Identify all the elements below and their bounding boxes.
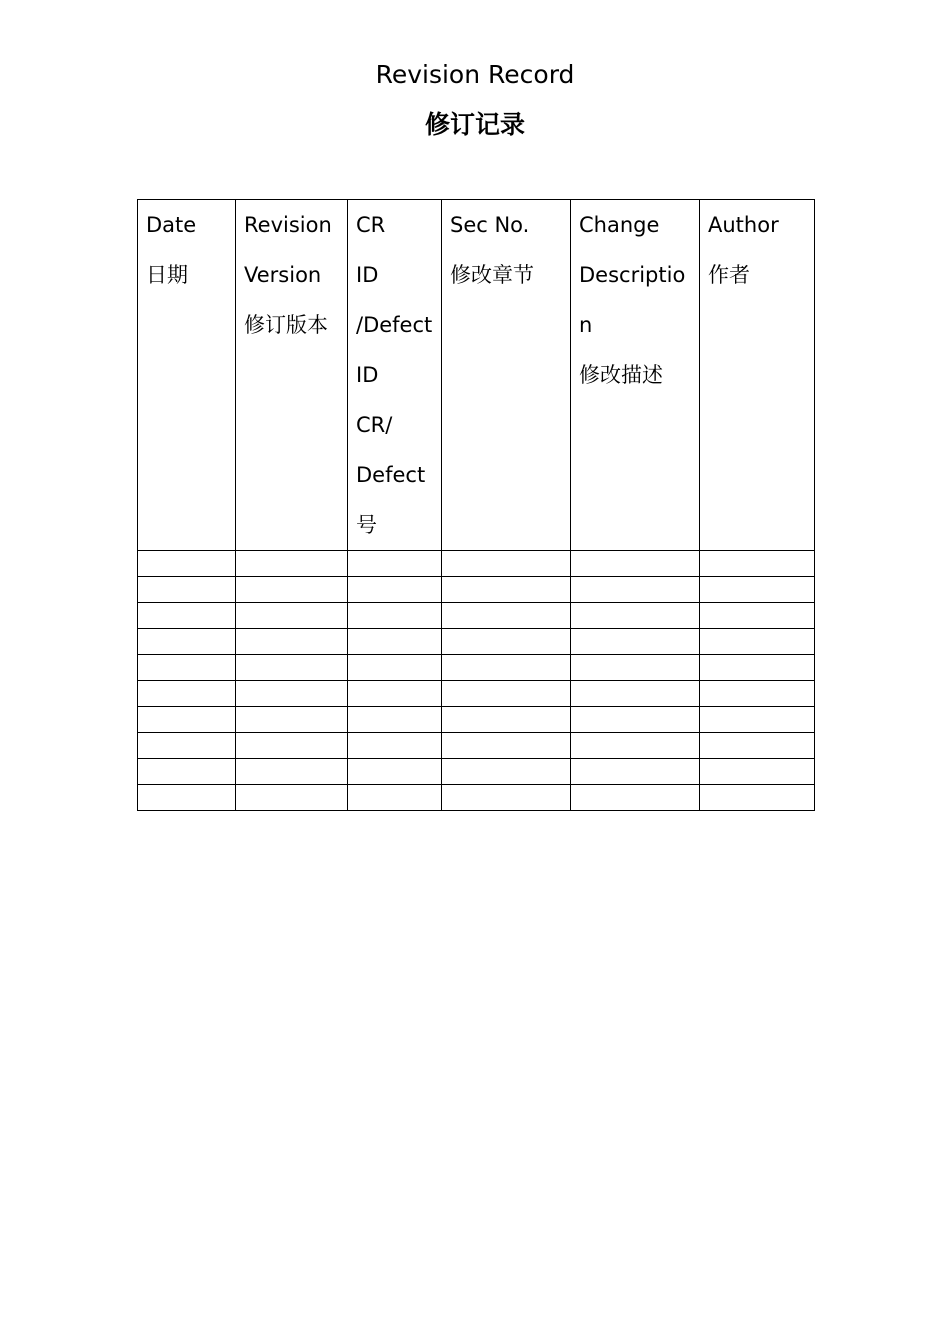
table-row — [138, 785, 815, 811]
table-cell[interactable] — [442, 681, 571, 707]
table-cell[interactable] — [442, 733, 571, 759]
header-date — [138, 200, 236, 551]
table-cell[interactable] — [571, 681, 700, 707]
header-cr-defect-id — [348, 200, 442, 551]
table-cell[interactable] — [138, 681, 236, 707]
header-author — [700, 200, 815, 551]
table-cell[interactable] — [236, 629, 348, 655]
table-cell[interactable] — [236, 551, 348, 577]
table-cell[interactable] — [138, 551, 236, 577]
document-title-english: Revision Record — [375, 60, 575, 89]
table-cell[interactable] — [236, 785, 348, 811]
header-cr-line-4: ID — [356, 363, 379, 387]
table-cell[interactable] — [700, 707, 815, 733]
table-cell[interactable] — [700, 655, 815, 681]
table-cell[interactable] — [138, 629, 236, 655]
header-change-description — [571, 200, 700, 551]
header-revision-version — [236, 200, 348, 551]
table-cell[interactable] — [236, 707, 348, 733]
table-row — [138, 603, 815, 629]
table-cell[interactable] — [348, 785, 442, 811]
table-cell[interactable] — [236, 603, 348, 629]
table-cell[interactable] — [348, 603, 442, 629]
table-cell[interactable] — [348, 551, 442, 577]
table-cell[interactable] — [138, 603, 236, 629]
table-row — [138, 577, 815, 603]
table-cell[interactable] — [442, 759, 571, 785]
table-cell[interactable] — [442, 655, 571, 681]
table-cell[interactable] — [571, 655, 700, 681]
table-cell[interactable] — [348, 681, 442, 707]
table-cell[interactable] — [442, 629, 571, 655]
table-row — [138, 733, 815, 759]
header-date-zh: 日期 — [146, 263, 188, 287]
table-cell[interactable] — [442, 577, 571, 603]
header-cr-zh: 号 — [356, 513, 377, 537]
header-date-en: Date — [146, 213, 197, 237]
table-cell[interactable] — [348, 759, 442, 785]
table-cell[interactable] — [236, 681, 348, 707]
table-cell[interactable] — [700, 733, 815, 759]
table-cell[interactable] — [348, 577, 442, 603]
table-row — [138, 629, 815, 655]
header-cr-line-2: ID — [356, 263, 379, 287]
table-cell[interactable] — [700, 603, 815, 629]
table-row — [138, 681, 815, 707]
header-author-en: Author — [708, 213, 779, 237]
table-cell[interactable] — [236, 577, 348, 603]
table-cell[interactable] — [700, 681, 815, 707]
table-cell[interactable] — [138, 759, 236, 785]
header-cr-line-1: CR — [356, 213, 386, 237]
table-row — [138, 707, 815, 733]
table-row — [138, 759, 815, 785]
table-cell[interactable] — [571, 759, 700, 785]
table-cell[interactable] — [138, 655, 236, 681]
table-cell[interactable] — [236, 733, 348, 759]
table-cell[interactable] — [348, 707, 442, 733]
table-cell[interactable] — [138, 733, 236, 759]
header-section-en: Sec No. — [450, 213, 530, 237]
table-cell[interactable] — [700, 785, 815, 811]
header-section-zh: 修改章节 — [450, 263, 534, 287]
header-change-line-3: n — [579, 313, 593, 337]
table-cell[interactable] — [442, 785, 571, 811]
table-cell[interactable] — [236, 655, 348, 681]
header-section-number — [442, 200, 571, 551]
table-cell[interactable] — [138, 785, 236, 811]
document-title-chinese: 修订记录 — [424, 110, 525, 139]
table-cell[interactable] — [700, 629, 815, 655]
table-header-row — [138, 200, 815, 551]
header-cr-line-6: Defect — [356, 463, 426, 487]
header-change-zh: 修改描述 — [579, 363, 663, 387]
header-change-line-2: Descriptio — [579, 263, 686, 287]
table-cell[interactable] — [442, 707, 571, 733]
table-cell[interactable] — [700, 551, 815, 577]
table-cell[interactable] — [571, 551, 700, 577]
header-revision-line-1: Revision — [244, 213, 332, 237]
header-cr-line-3: /Defect — [356, 313, 433, 337]
header-change-line-1: Change — [579, 213, 660, 237]
header-revision-zh: 修订版本 — [244, 313, 328, 337]
table-cell[interactable] — [700, 759, 815, 785]
table-cell[interactable] — [571, 577, 700, 603]
table-cell[interactable] — [700, 577, 815, 603]
table-cell[interactable] — [348, 655, 442, 681]
table-cell[interactable] — [571, 785, 700, 811]
header-cr-line-5: CR/ — [356, 413, 393, 437]
header-author-zh: 作者 — [708, 263, 750, 287]
table-cell[interactable] — [571, 603, 700, 629]
table-row — [138, 655, 815, 681]
revision-record-table — [137, 199, 815, 811]
table-cell[interactable] — [442, 551, 571, 577]
table-cell[interactable] — [571, 707, 700, 733]
header-revision-line-2: Version — [244, 263, 322, 287]
table-cell[interactable] — [348, 629, 442, 655]
table-cell[interactable] — [571, 629, 700, 655]
table-cell[interactable] — [138, 707, 236, 733]
table-row — [138, 551, 815, 577]
table-cell[interactable] — [138, 577, 236, 603]
table-cell[interactable] — [236, 759, 348, 785]
table-cell[interactable] — [442, 603, 571, 629]
table-cell[interactable] — [571, 733, 700, 759]
table-cell[interactable] — [348, 733, 442, 759]
